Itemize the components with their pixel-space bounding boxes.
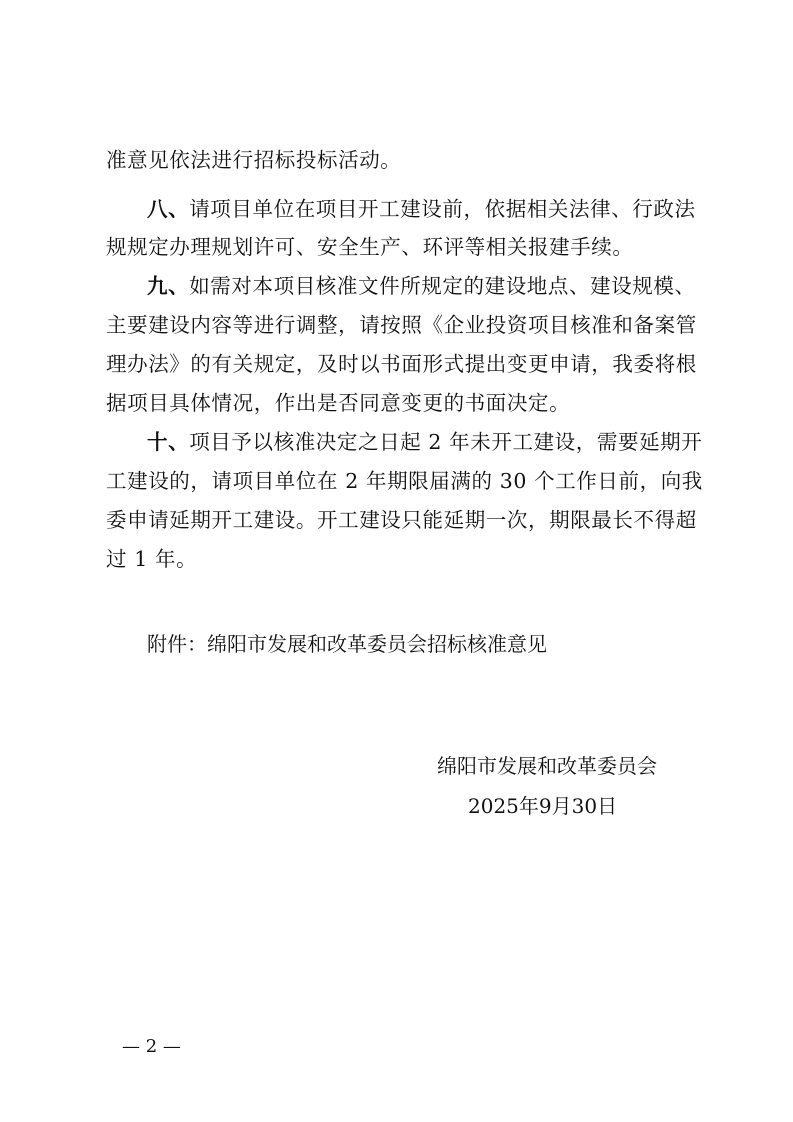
intro-tail-line: 准意见依法进行招标投标活动。 (106, 148, 402, 172)
signature-date: 2025年9月30日 (468, 794, 618, 818)
signature-organization: 绵阳市发展和改革委员会 (437, 754, 657, 778)
item-8-text-1: 请项目单位在项目开工建设前，依据相关法律、行政法 (189, 197, 696, 221)
item-10-line-3: 委申请延期开工建设。开工建设只能延期一次，期限最长不得超 (106, 508, 697, 532)
attachment-note: 附件：绵阳市发展和改革委员会招标核准意见 (147, 632, 547, 656)
item-9-line-3: 理办法》的有关规定，及时以书面形式提出变更申请，我委将根 (106, 352, 697, 376)
item-8-line-2: 规规定办理规划许可、安全生产、环评等相关报建手续。 (106, 235, 634, 259)
item-9-text-1: 如需对本项目核准文件所规定的建设地点、建设规模、 (189, 274, 696, 298)
page-number: — 2 — (122, 1036, 181, 1057)
item-8-line-1 (147, 195, 696, 223)
item-10-line-1 (147, 428, 702, 456)
item-10-line-2: 工建设的，请项目单位在 2 年期限届满的 30 个工作日前，向我 (106, 469, 703, 493)
item-10-number: 十、 (147, 430, 190, 454)
item-9-line-2: 主要建设内容等进行调整，请按照《企业投资项目核准和备案管 (106, 313, 697, 337)
item-10-line-4: 过 1 年。 (106, 547, 198, 571)
item-9-number: 九、 (147, 274, 190, 298)
item-10-text-1: 项目予以核准决定之日起 2 年未开工建设，需要延期开 (189, 430, 703, 454)
item-9-line-1 (147, 272, 696, 300)
item-9-line-4: 据项目具体情况，作出是否同意变更的书面决定。 (106, 391, 571, 415)
item-8-number: 八、 (147, 197, 190, 221)
